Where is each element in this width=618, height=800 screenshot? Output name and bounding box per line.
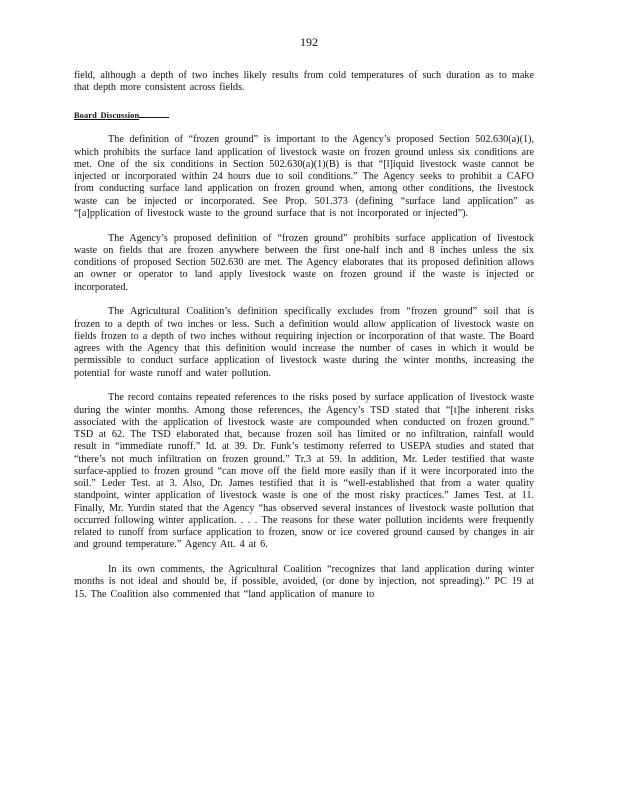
paragraph-2: The Agency’s proposed definition of “frozen ground” prohibits surface application of livestock waste on fields that are frozen anywhere between the first one-half inch and 8 inches unless the six conditions of proposed Section 502.630 are met. The Agency elaborates that its proposed definition allows an owner or operator to land apply livestock waste on frozen ground if the waste is injected or incorporated. [74,232,534,293]
paragraph-5: In its own comments, the Agricultural Coalition “recognizes that land application during winter months is not ideal and should be, if possible, avoided, (or done by injection, not spreading).” PC 19 at 15. The Coalition also commented that “land application of manure to [74,564,534,600]
section-heading: Board Discussion [74,109,534,122]
paragraph-4: The record contains repeated references to the risks posed by surface application of livestock waste during the winter months. Among those references, the Agency’s TSD stated that “[t]he inherent risks associated with the application of livestock waste are compounded when conducted on frozen ground.” TSD at 62. The TSD elaborated that, because frozen soil has limited or no infiltration, rainfall would result in “immediate runoff.” Id. at 39. Dr. Funk’s testimony referred to USEPA studies and stated that “there’s not much infiltration on frozen ground.” Tr.3 at 59. In addition, Mr. Leder testified that waste surface-applied to frozen ground “can move off the field more easily than if it were incorporated into the soil.” Leder Test. at 3. Also, Dr. James testified that it is “well-established that from a water quality standpoint, winter application of livestock waste is one of the most risky practices.” James Test. at 11. Finally, Mr. Yurdin stated that the Agency “has observed several instances of livestock waste pollution that occurred following winter application. . . . The reasons for these water pollution incidents were frequently related to runoff from surface application to frozen, snow or ice covered ground caused by changes in air and ground temperature.” Agency Att. 4 at 6. [74,392,534,551]
paragraph-3: The Agricultural Coalition’s definition specifically excludes from “frozen ground” soil that is frozen to a depth of two inches or less. Such a definition would allow application of livestock waste on fields frozen to a depth of two inches without requiring injection or incorporation of that waste. The Board agrees with the Agency that this definition would increase the number of cases in which it would be permissible to conduct surface application of livestock waste during the winter months, increasing the potential for waste runoff and water pollution. [74,306,534,379]
paragraph-1: The definition of “frozen ground” is important to the Agency’s proposed Section 502.630(a)(1), which prohibits the surface land application of livestock waste on frozen ground unless six conditions are met. One of the six conditions in Section 502.630(a)(1)(B) is that “[l]iquid livestock waste cannot be injected or incorporated within 24 hours due to soil conditions.” The Agency seeks to prohibit a CAFO from conducting surface land application on frozen ground when, among other conditions, the livestock waste can be injected or incorporated. See Prop. 501.373 (defining “surface land application” as “[a]pplication of livestock waste to the ground surface that is not incorporated or injected”). [74,134,534,219]
document-body [74,70,534,601]
page-number: 192 [300,35,318,49]
intro-paragraph: field, although a depth of two inches likely results from cold temperatures of such duration as to make that depth more consistent across fields. [74,70,534,94]
